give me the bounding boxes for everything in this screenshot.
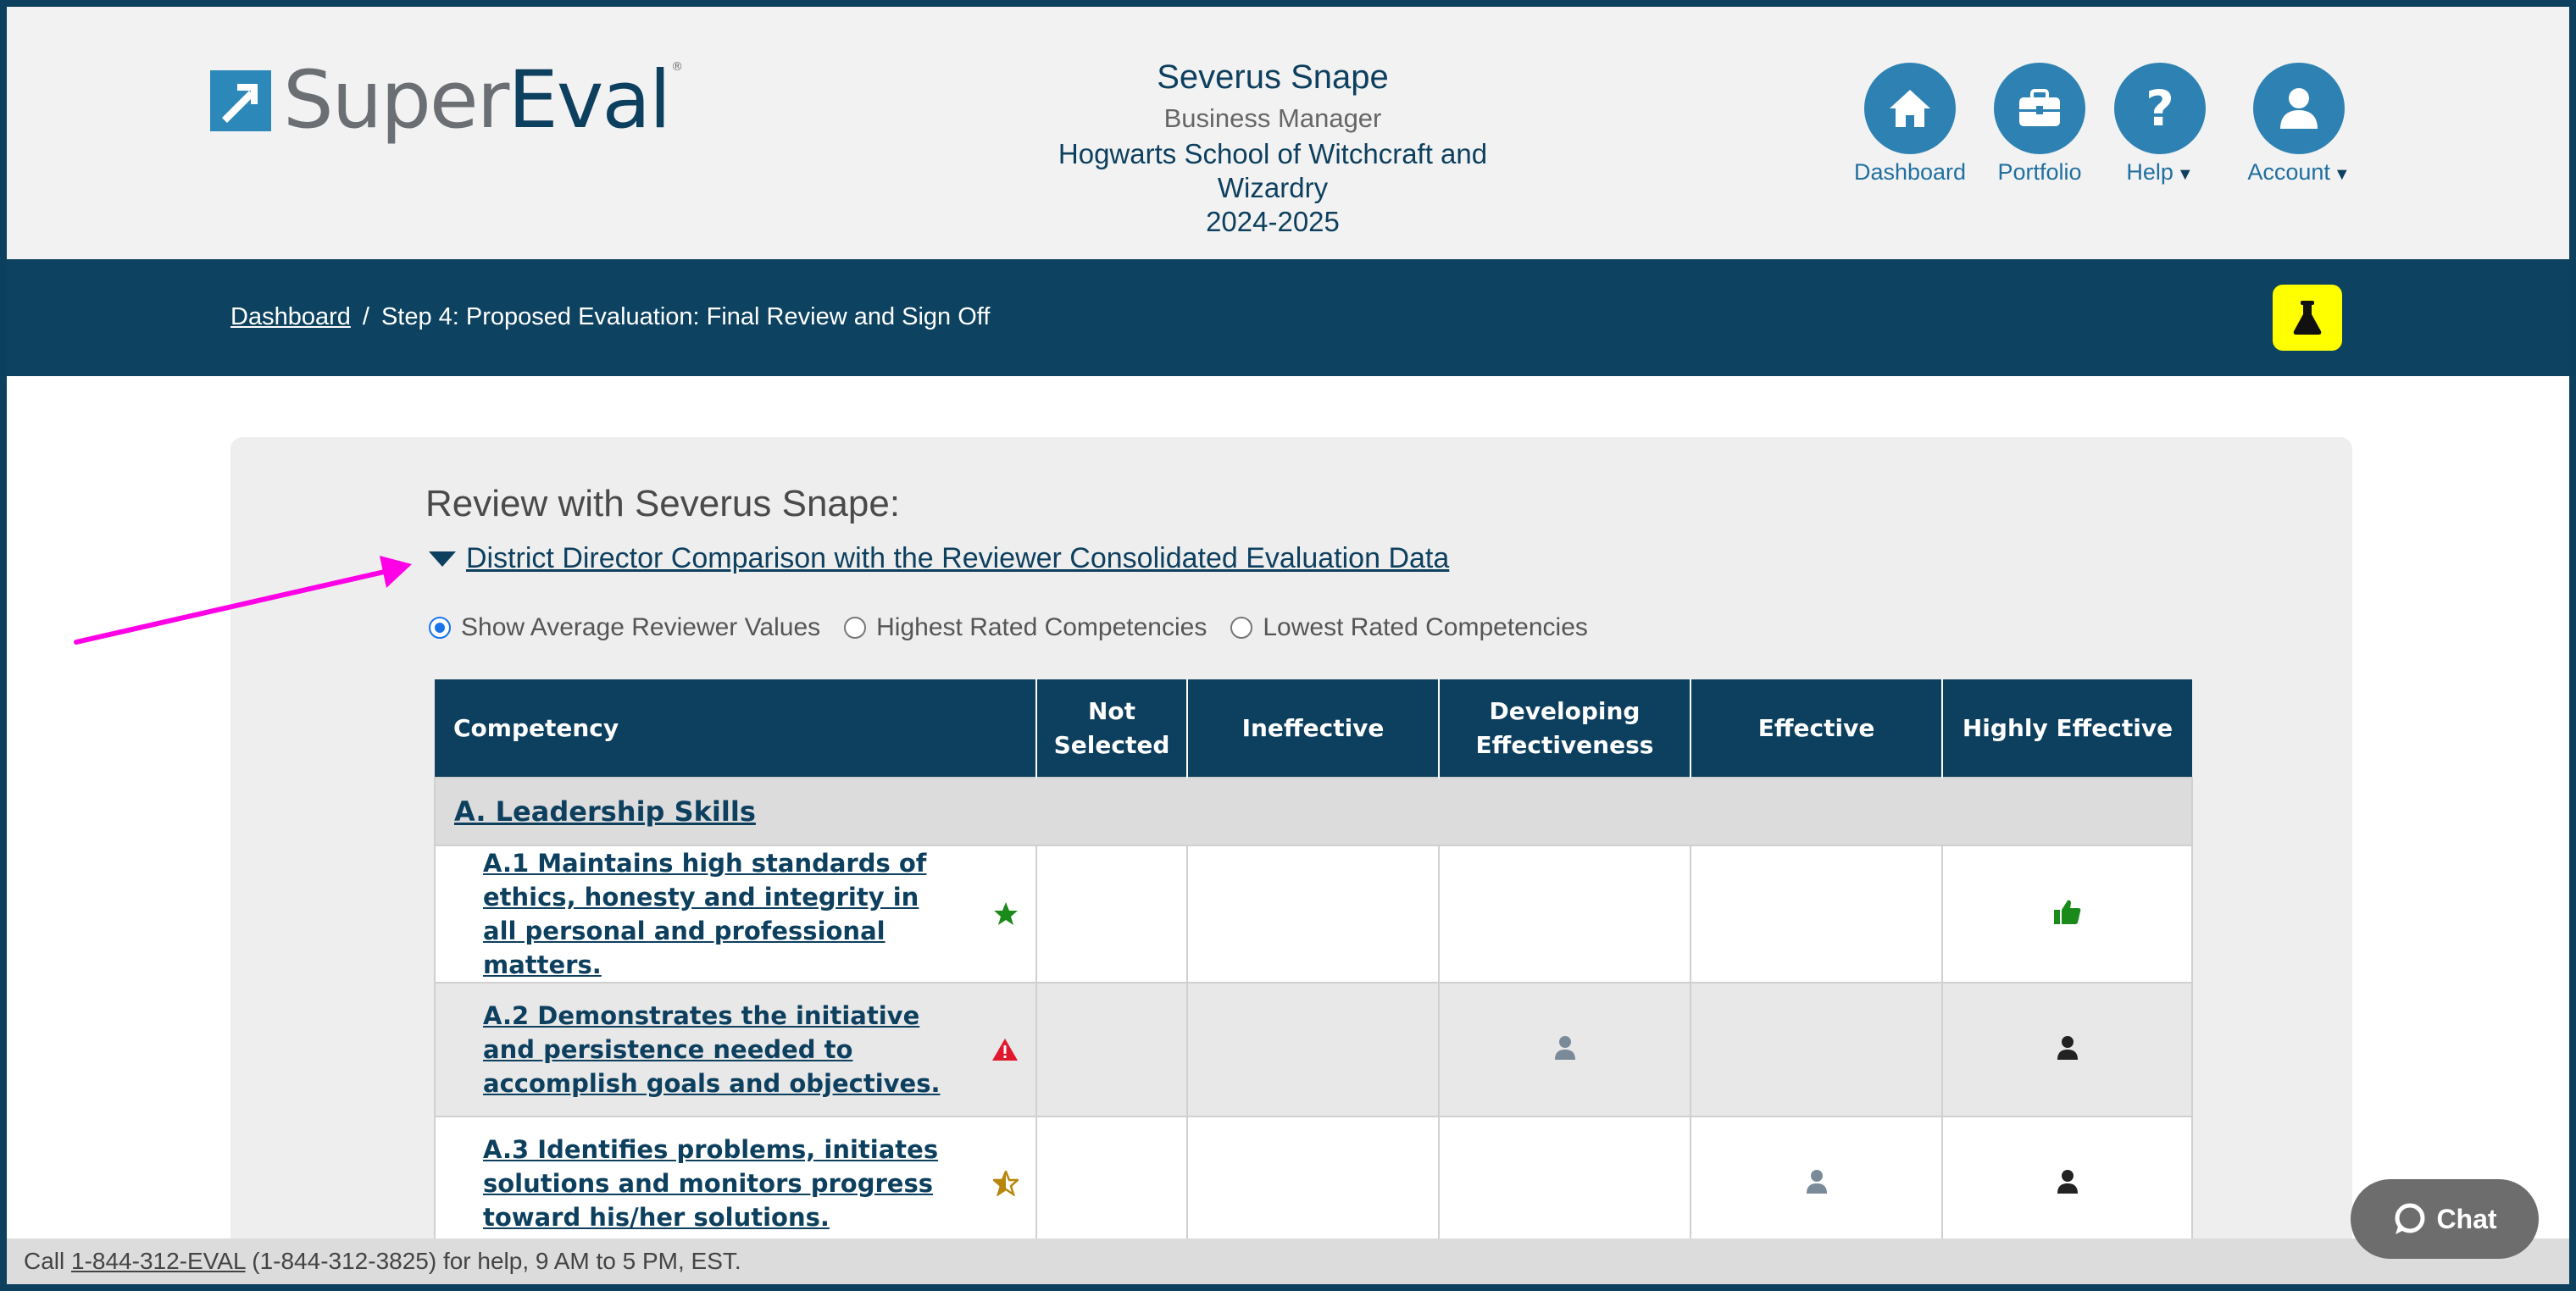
table-row	[435, 845, 2192, 983]
highly-effective-cell	[1942, 845, 2192, 983]
breadcrumb-current: Step 4: Proposed Evaluation: Final Review and Sign Off	[380, 303, 991, 330]
nav-account-label: Account ▼	[2247, 159, 2351, 185]
comparison-disclosure[interactable]	[429, 542, 1449, 575]
table-header-row	[435, 679, 2192, 778]
table-row	[435, 983, 2192, 1116]
person-icon	[1806, 1169, 1828, 1194]
col-effective: Effective	[1690, 679, 1942, 778]
ineffective-cell	[1187, 1116, 1439, 1250]
top-nav	[1851, 63, 2362, 186]
radio-lowest-rated[interactable]	[1230, 613, 1588, 642]
effective-cell	[1690, 983, 1942, 1116]
radio-highest-rated[interactable]	[844, 613, 1207, 642]
view-mode-radios	[429, 613, 1612, 642]
competency-cell	[435, 983, 1036, 1116]
effective-cell	[1690, 845, 1942, 983]
school-name-line1: Hogwarts School of Witchcraft and	[1058, 138, 1488, 169]
competency-cell	[435, 845, 1036, 983]
ineffective-cell	[1187, 983, 1439, 1116]
user-icon	[2253, 63, 2345, 154]
review-title: Review with Severus Snape:	[425, 483, 901, 524]
col-highly-effective: Highly Effective	[1942, 679, 2192, 778]
not-selected-cell	[1036, 845, 1187, 983]
radio-button[interactable]	[844, 617, 866, 639]
radio-label: Show Average Reviewer Values	[461, 613, 821, 641]
competency-a2-link[interactable]: A.2 Demonstrates the initiative and persistence needed to accomplish goals and objectives.	[483, 1001, 941, 1098]
flask-icon	[2291, 299, 2323, 336]
highly-effective-cell	[1942, 1116, 2192, 1250]
person-icon	[1554, 1035, 1576, 1061]
school-year: 2024-2025	[1206, 206, 1340, 237]
radio-label: Highest Rated Competencies	[876, 613, 1208, 641]
breadcrumb-dashboard-link[interactable]: Dashboard	[230, 303, 351, 330]
chat-bubble-icon	[2392, 1202, 2426, 1236]
help-footer	[7, 1238, 2569, 1284]
radio-average-reviewer[interactable]	[429, 613, 820, 642]
competency-table	[434, 679, 2193, 1251]
help-phone-link[interactable]: 1-844-312-EVAL	[71, 1248, 246, 1274]
not-selected-cell	[1036, 1116, 1187, 1250]
col-not-selected: Not Selected	[1036, 679, 1187, 778]
review-card	[230, 437, 2352, 1284]
competency-a3-link[interactable]: A.3 Identifies problems, initiates solutions and monitors progress toward his/her solutions.	[483, 1135, 939, 1232]
nav-help-label: Help ▼	[2126, 159, 2194, 185]
half-star-icon	[993, 1171, 1019, 1196]
nav-dashboard[interactable]	[1851, 63, 1969, 186]
thumbs-up-icon	[2053, 899, 2082, 926]
developing-cell	[1439, 983, 1690, 1116]
nav-account[interactable]	[2235, 63, 2362, 186]
developing-cell	[1439, 1116, 1690, 1250]
briefcase-icon	[1994, 63, 2085, 154]
breadcrumb-separator: /	[362, 303, 369, 330]
effective-cell	[1690, 1116, 1942, 1250]
competency-cell	[435, 1116, 1036, 1250]
radio-button[interactable]	[1230, 617, 1252, 639]
home-icon	[1864, 63, 1956, 154]
section-leadership-skills-link[interactable]: A. Leadership Skills	[435, 778, 2192, 845]
comparison-disclosure-link[interactable]: District Director Comparison with the Reviewer Consolidated Evaluation Data	[466, 542, 1450, 574]
flask-button[interactable]	[2273, 285, 2342, 351]
section-row	[435, 778, 2192, 845]
question-icon: ?	[2114, 63, 2206, 154]
annotation-arrow	[7, 7, 447, 668]
user-role: Business Manager	[1163, 103, 1382, 133]
ineffective-cell	[1187, 845, 1439, 983]
footer-prefix: Call	[24, 1248, 72, 1274]
nav-dashboard-label: Dashboard	[1853, 159, 1967, 185]
table-row	[435, 1116, 2192, 1250]
person-icon	[2057, 1169, 2079, 1194]
nav-portfolio-label: Portfolio	[1997, 159, 2082, 185]
chat-label: Chat	[2436, 1203, 2497, 1234]
chevron-down-icon: ▼	[2333, 165, 2351, 184]
app-frame	[7, 7, 2569, 1284]
logo-text: SuperEval ®	[283, 54, 682, 147]
chat-button[interactable]	[2351, 1179, 2539, 1259]
footer-suffix: (1-844-312-3825) for help, 9 AM to 5 PM, EST.	[245, 1248, 741, 1274]
nav-portfolio[interactable]	[1974, 63, 2105, 186]
col-developing: Developing Effectiveness	[1439, 679, 1690, 778]
star-icon	[993, 901, 1019, 927]
radio-label: Lowest Rated Competencies	[1263, 613, 1588, 641]
nav-help[interactable]	[2110, 63, 2210, 186]
highly-effective-cell	[1942, 983, 2192, 1116]
user-info	[1019, 54, 1527, 239]
user-name: Severus Snape	[1157, 58, 1389, 96]
developing-cell	[1439, 845, 1690, 983]
col-competency: Competency	[435, 679, 1036, 778]
competency-a1-link[interactable]: A.1 Maintains high standards of ethics, honesty and integrity in all personal and professional matters.	[483, 849, 927, 979]
col-ineffective: Ineffective	[1187, 679, 1439, 778]
chevron-down-icon: ▼	[2176, 165, 2194, 184]
warning-icon	[991, 1038, 1019, 1061]
not-selected-cell	[1036, 983, 1187, 1116]
school-name-line2: Wizardry	[1217, 172, 1329, 203]
person-icon	[2057, 1035, 2079, 1061]
